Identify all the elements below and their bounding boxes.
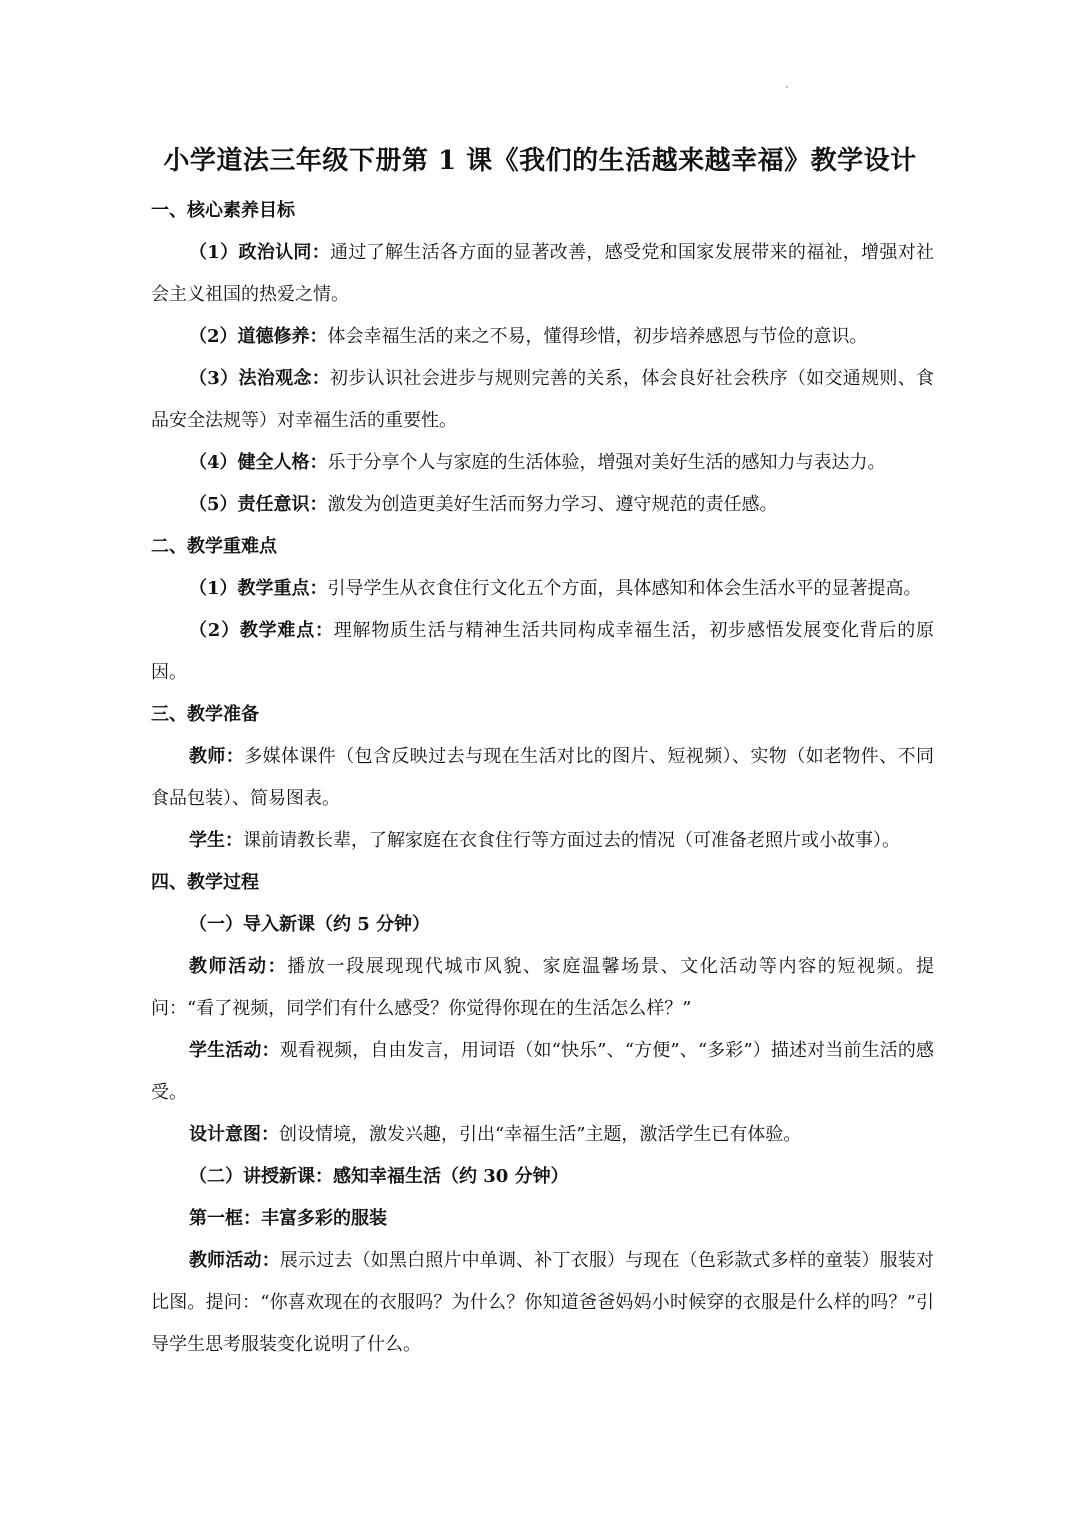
document-body bbox=[151, 190, 934, 1366]
paragraph-text: 创设情境，激发兴趣，引出“幸福生活”主题，激活学生已有体验。 bbox=[279, 1124, 802, 1145]
scan-dot bbox=[786, 86, 788, 88]
paragraph-text: 初步认识社会进步与规则完善的关系，体会良好社会秩序（如交通规则、食品安全法规等）对幸福生活的重要性。 bbox=[151, 368, 935, 431]
paragraph-label: 学生活动： bbox=[189, 1040, 280, 1061]
paragraph-text: 多媒体课件（包含反映过去与现在生活对比的图片、短视频）、实物（如老物件、不同食品包装）、简易图表。 bbox=[151, 746, 934, 809]
frame-heading-clothing: 第一框：丰富多彩的服装 bbox=[189, 1208, 387, 1229]
paragraph-objective-5 bbox=[151, 484, 934, 526]
paragraph-text: 通过了解生活各方面的显著改善，感受党和国家发展带来的福祉，增强对社会主义祖国的热爱之情。 bbox=[151, 242, 935, 305]
paragraph-label: （3）法治观念： bbox=[189, 368, 331, 389]
paragraph-teacher-prep bbox=[151, 736, 934, 820]
paragraph-teacher-activity bbox=[151, 946, 934, 1030]
paragraph-label: 设计意图： bbox=[189, 1124, 279, 1145]
paragraph-text: 激发为创造更美好生活而努力学习、遵守规范的责任感。 bbox=[327, 494, 778, 515]
section-heading-key-points: 二、教学重难点 bbox=[151, 536, 277, 557]
paragraph-text: 理解物质生活与精神生活共同构成幸福生活，初步感悟发展变化背后的原因。 bbox=[151, 620, 934, 683]
subsection-heading-intro: （一）导入新课（约 5 分钟） bbox=[189, 914, 431, 935]
paragraph-difficulty bbox=[151, 610, 934, 694]
page-title: 小学道法三年级下册第 1 课《我们的生活越来越幸福》教学设计 bbox=[163, 146, 917, 176]
paragraph-objective-4 bbox=[151, 442, 934, 484]
paragraph-label: （1）政治认同： bbox=[189, 242, 331, 263]
paragraph-text: 播放一段展现现代城市风貌、家庭温馨场景、文化活动等内容的短视频。提问：“看了视频，同学们有什么感受？你觉得你现在的生活怎么样？” bbox=[151, 956, 935, 1019]
paragraph-student-activity bbox=[151, 1030, 934, 1114]
paragraph-student-prep bbox=[151, 820, 934, 862]
paragraph-label: （2）教学难点： bbox=[189, 620, 334, 641]
paragraph-text: 课前请教长辈，了解家庭在衣食住行等方面过去的情况（可准备老照片或小故事）。 bbox=[243, 830, 900, 851]
subsection-heading-new-lesson: （二）讲授新课：感知幸福生活（约 30 分钟） bbox=[189, 1166, 569, 1187]
paragraph-label: 学生： bbox=[189, 830, 243, 851]
paragraph-design-intent bbox=[151, 1114, 934, 1156]
paragraph-objective-3 bbox=[151, 358, 934, 442]
paragraph-objective-1 bbox=[151, 232, 934, 316]
paragraph-text: 引导学生从衣食住行文化五个方面，具体感知和体会生活水平的显著提高。 bbox=[327, 578, 922, 599]
section-heading-preparation: 三、教学准备 bbox=[151, 704, 259, 725]
paragraph-text: 展示过去（如黑白照片中单调、补丁衣服）与现在（色彩款式多样的童装）服装对比图。提问：“你喜欢现在的衣服吗？为什么？你知道爸爸妈妈小时候穿的衣服是什么样的吗？”引导学生思考服装变化说明了什么。 bbox=[151, 1250, 934, 1355]
paragraph-text: 体会幸福生活的来之不易，懂得珍惜，初步培养感恩与节俭的意识。 bbox=[327, 326, 868, 347]
paragraph-label: （2）道德修养： bbox=[189, 326, 328, 347]
paragraph-label: 教师活动： bbox=[189, 1250, 280, 1271]
paragraph-objective-2 bbox=[151, 316, 934, 358]
paragraph-text: 乐于分享个人与家庭的生活体验，增强对美好生活的感知力与表达力。 bbox=[327, 452, 886, 473]
section-heading-process: 四、教学过程 bbox=[151, 872, 259, 893]
section-heading-objectives: 一、核心素养目标 bbox=[151, 200, 295, 221]
paragraph-key-point bbox=[151, 568, 934, 610]
paragraph-teacher-activity-clothing bbox=[151, 1240, 934, 1366]
paragraph-label: （4）健全人格： bbox=[189, 452, 328, 473]
paragraph-label: （1）教学重点： bbox=[189, 578, 328, 599]
paragraph-label: 教师： bbox=[189, 746, 245, 767]
paragraph-label: 教师活动： bbox=[189, 956, 288, 977]
paragraph-text: 观看视频，自由发言，用词语（如“快乐”、“方便”、“多彩”）描述对当前生活的感受。 bbox=[151, 1040, 934, 1103]
paragraph-label: （5）责任意识： bbox=[189, 494, 328, 515]
